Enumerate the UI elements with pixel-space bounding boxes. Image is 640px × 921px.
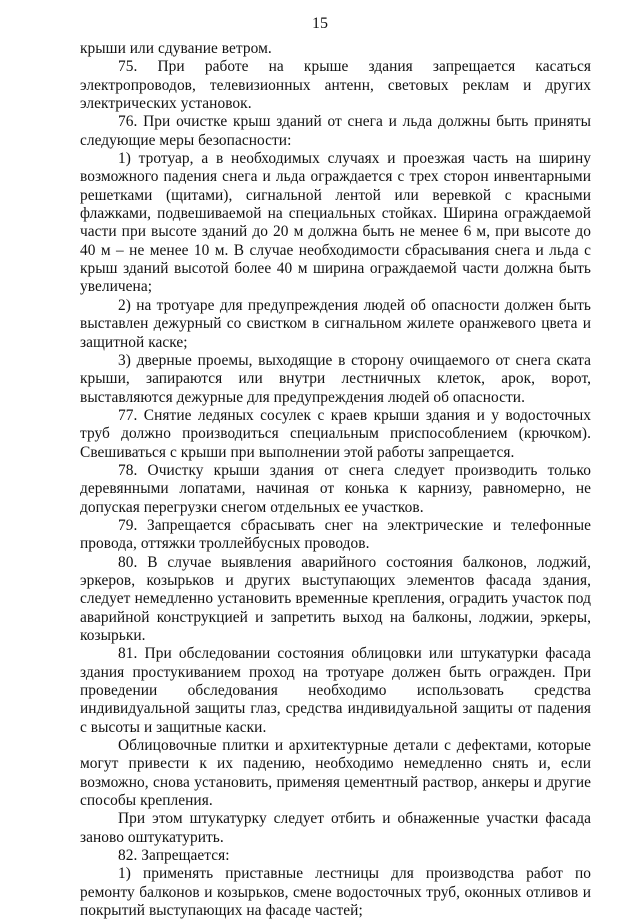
paragraph-item-75: 75. При работе на крыше здания запрещается касаться электропроводов, телевизионных антенн, световых реклам и других электрических установок.	[80, 58, 591, 113]
paragraph-item-81: 81. При обследовании состояния облицовки или штукатурки фасада здания простукиванием проход на тротуаре должен быть огражден. При проведении обследования необходимо использовать средства индивидуальной защиты глаз, средства индивидуальной защиты от падения с высоты и защитные каски.	[80, 645, 591, 736]
paragraph-item-79: 79. Запрещается сбрасывать снег на электрические и телефонные провода, оттяжки троллейбусных проводов.	[80, 516, 591, 553]
paragraph-plaster: При этом штукатурку следует отбить и обнаженные участки фасада заново оштукатурить.	[80, 810, 591, 846]
paragraph-item-80: 80. В случае выявления аварийного состояния балконов, лоджий, эркеров, козырьков и других выступающих элементов фасада здания, следует немедленно установить временные крепления, оградить участок под аварийной конструкцией и запретить выход на балконы, лоджии, эркеры, козырьки.	[80, 553, 591, 644]
paragraph-item-76: 76. При очистке крыш зданий от снега и льда должны быть приняты следующие меры безопасности:	[80, 113, 591, 149]
paragraph-item-76-3: 3) дверные проемы, выходящие в сторону очищаемого от снега ската крыши, запираются или внутри лестничных клеток, арок, ворот, выставляются дежурные для предупреждения людей об опасности.	[80, 351, 591, 406]
paragraph-tiles: Облицовочные плитки и архитектурные детали с дефектами, которые могут привести к их падению, необходимо немедленно снять и, если возможно, снова установить, применяя цементный раствор, анкеры и другие способы крепления.	[80, 737, 591, 810]
paragraph-item-77: 77. Снятие ледяных сосулек с краев крыши здания и у водосточных труб должно производиться специальным приспособлением (крючком). Свешиваться с крыши при выполнении этой работы запрещается.	[80, 406, 591, 461]
paragraph-item-76-2: 2) на тротуаре для предупреждения людей об опасности должен быть выставлен дежурный со свистком в сигнальном жилете оранжевого цвета и защитной каске;	[80, 296, 591, 351]
paragraph-item-82: 82. Запрещается:	[118, 847, 230, 865]
paragraph-continuation: крыши или сдувание ветром.	[80, 40, 272, 57]
document-body	[80, 40, 591, 921]
paragraph-item-76-1: 1) тротуар, а в необходимых случаях и проезжая часть на ширину возможного падения снега и льда ограждается с трех сторон инвентарными решетками (щитами), сигнальной лентой или веревкой с красными флажками, подвешиваемой на специальных стойках. Ширина ограждаемой части при высоте зданий до 20 м должна быть не менее 6 м, при высоте до 40 м – не менее 10 м. В случае необходимости сбрасывания снега и льда с крыш зданий высотой более 40 м ширина ограждаемой части должна быть увеличена;	[80, 150, 591, 296]
paragraph-item-78: 78. Очистку крыши здания от снега следует производить только деревянными лопатами, начиная от конька к карнизу, равномерно, не допуская перегрузки снегом отдельных ее участков.	[80, 461, 591, 516]
paragraph-item-82-1: 1) применять приставные лестницы для производства работ по ремонту балконов и козырьков, смене водосточных труб, оконных отливов и покрытий выступающих на фасаде частей;	[80, 865, 591, 920]
page-number: 15	[312, 15, 328, 32]
